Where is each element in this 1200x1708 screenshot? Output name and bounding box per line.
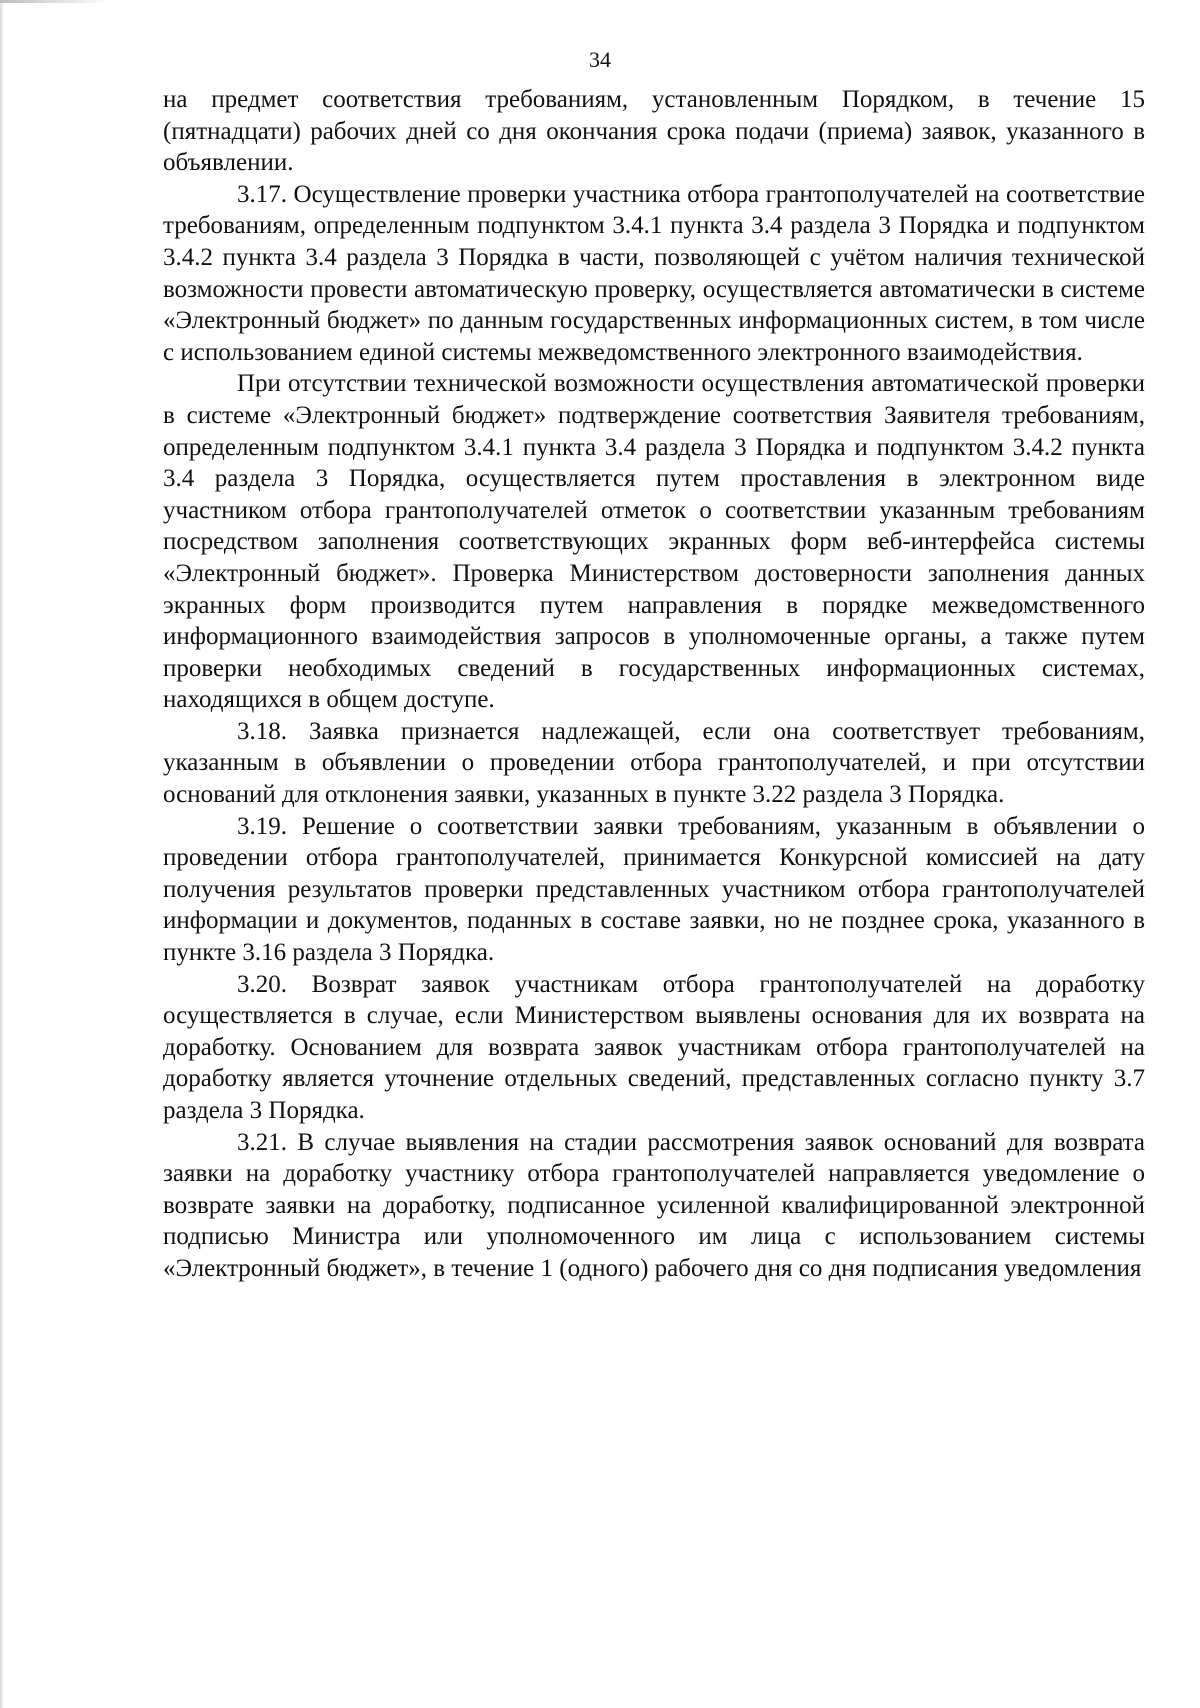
paragraph-3-17: 3.17. Осуществление проверки участника отбора грантополучателей на соответствие требованиям, определенным подпунктом 3.4.1 пункта 3.4 раздела 3 Порядка и подпунктом 3.4.2 пункта 3.4 раздела 3 Порядка в части, позволяющей с учётом наличия технической возможности провести автоматическую проверку, осуществляется автоматически в системе «Электронный бюджет» по данным государственных информационных систем, в том числе с использованием единой системы межведомственного электронного взаимодействия. xyxy=(163,180,1145,366)
scan-left-edge xyxy=(0,0,4,1708)
paragraph-3-17-manual-check: При отсутствии технической возможности осуществления автоматической проверки в системе «Электронный бюджет» подтверждение соответствия Заявителя требованиям, определенным подпунктом 3.4.1 пункта 3.4 раздела 3 Порядка и подпунктом 3.4.2 пункта 3.4 раздела 3 Порядка, осуществляется путем проставления в электронном виде участником отбора грантополучателей отметок о соответствии указанным требованиям посредством заполнения соответствующих экранных форм веб-интерфейса системы «Электронный бюджет». Проверка Министерством достоверности заполнения данных экранных форм производится путем направления в порядке межведомственного информационного взаимодействия запросов в уполномоченные органы, а также путем проверки необходимых сведений в государственных информационных системах, находящихся в общем доступе. xyxy=(163,370,1145,714)
scan-top-edge xyxy=(0,0,110,3)
paragraph-3-21: 3.21. В случае выявления на стадии рассмотрения заявок оснований для возврата заявки на доработку участнику отбора грантополучателей направляется уведомление о возврате заявки на доработку, подписанное усиленной квалифицированной электронной подписью Министра или уполномоченного им лица с использованием системы «Электронный бюджет», в течение 1 (одного) рабочего дня со дня подписания уведомления xyxy=(163,1128,1145,1282)
document-body xyxy=(163,84,1145,1285)
paragraph-3-20: 3.20. Возврат заявок участникам отбора грантополучателей на доработку осуществляется в случае, если Министерством выявлены основания для их возврата на доработку. Основанием для возврата заявок участникам отбора грантополучателей на доработку является уточнение отдельных сведений, представленных согласно пункту 3.7 раздела 3 Порядка. xyxy=(163,970,1145,1124)
page-number: 34 xyxy=(589,47,611,72)
paragraph-3-18: 3.18. Заявка признается надлежащей, если она соответствует требованиям, указанным в объявлении о проведении отбора грантополучателей, и при отсутствии оснований для отклонения заявки, указанных в пункте 3.22 раздела 3 Порядка. xyxy=(163,717,1145,809)
paragraph-continuation: на предмет соответствия требованиям, установленным Порядком, в течение 15 (пятнадцати) рабочих дней со дня окончания срока подачи (приема) заявок, указанного в объявлении. xyxy=(163,86,1145,177)
paragraph-3-19: 3.19. Решение о соответствии заявки требованиям, указанным в объявлении о проведении отбора грантополучателей, принимается Конкурсной комиссией на дату получения результатов проверки представленных участником отбора грантополучателей информации и документов, поданных в составе заявки, но не позднее срока, указанного в пункте 3.16 раздела 3 Порядка. xyxy=(163,812,1145,967)
